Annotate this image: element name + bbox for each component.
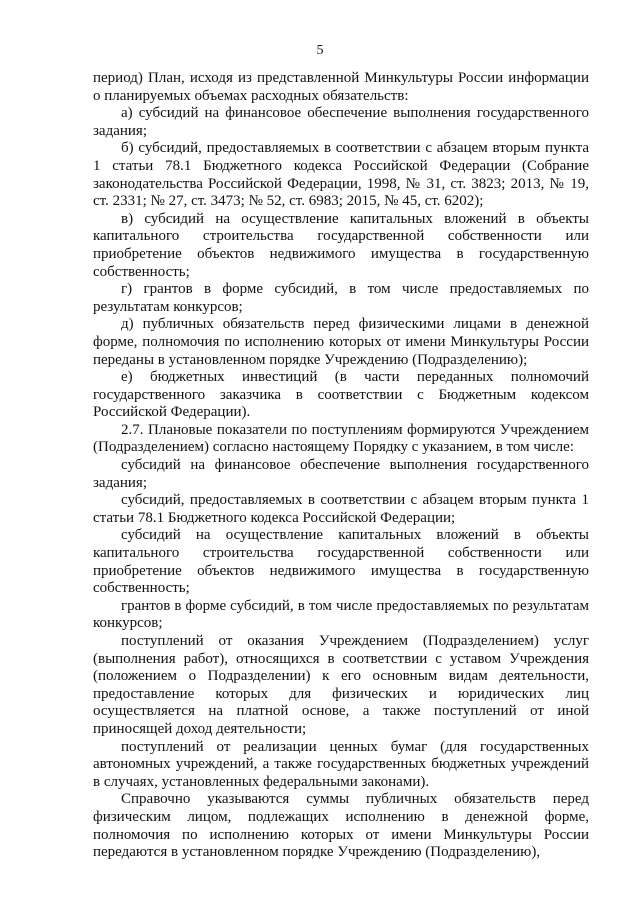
paragraph: период) План, исходя из представленной Минкультуры России информации о планируемых объемах расходных обязательств:	[93, 70, 589, 104]
page-number: 5	[316, 43, 324, 58]
paragraph: поступлений от оказания Учреждением (Подразделением) услуг (выполнения работ), относящихся в соответствии с уставом Учреждения (положением о Подразделении) к его основным видам деятельности, предоставление которых для физических и юридических лиц осуществляется на платной основе, а также поступлений от иной приносящей доход деятельности;	[93, 633, 589, 737]
paragraph: б) субсидий, предоставляемых в соответствии с абзацем вторым пункта 1 статьи 78.1 Бюджетного кодекса Российской Федерации (Собрание законодательства Российской Федерации, 1998, № 31, ст. 3823; 2013, № 19, ст. 2331; № 27, ст. 3473; № 52, ст. 6983; 2015, № 45, ст. 6202);	[93, 140, 589, 210]
paragraph: а) субсидий на финансовое обеспечение выполнения государственного задания;	[93, 105, 589, 139]
paragraph: 2.7. Плановые показатели по поступлениям формируются Учреждением (Подразделением) согласно настоящему Порядку с указанием, в том числе:	[93, 421, 589, 456]
paragraph: субсидий на финансовое обеспечение выполнения государственного задания;	[93, 457, 589, 491]
document-body	[93, 70, 589, 862]
paragraph: е) бюджетных инвестиций (в части переданных полномочий государственного заказчика в соответствии с Бюджетным кодексом Российской Федерации).	[93, 369, 589, 421]
paragraph: Справочно указываются суммы публичных обязательств перед физическим лицом, подлежащих исполнению в денежной форме, полномочия по исполнению которых от имени Минкультуры России передаются в установленном порядке Учреждению (Подразделению),	[93, 791, 589, 861]
paragraph: г) грантов в форме субсидий, в том числе предоставляемых по результатам конкурсов;	[93, 281, 589, 315]
paragraph: грантов в форме субсидий, в том числе предоставляемых по результатам конкурсов;	[93, 597, 589, 632]
paragraph: субсидий, предоставляемых в соответствии с абзацем вторым пункта 1 статьи 78.1 Бюджетного кодекса Российской Федерации;	[93, 492, 589, 526]
paragraph: поступлений от реализации ценных бумаг (для государственных автономных учреждений, а также государственных бюджетных учреждений в случаях, установленных федеральными законами).	[93, 738, 589, 790]
paragraph: в) субсидий на осуществление капитальных вложений в объекты капитального строительства государственной собственности или приобретение объектов недвижимого имущества в государственную собственность;	[93, 210, 589, 280]
paragraph: субсидий на осуществление капитальных вложений в объекты капитального строительства государственной собственности или приобретение объектов недвижимого имущества в государственную собственность;	[93, 527, 589, 597]
paragraph: д) публичных обязательств перед физическими лицами в денежной форме, полномочия по исполнению которых от имени Минкультуры России переданы в установленном порядке Учреждению (Подразделению);	[93, 316, 589, 368]
